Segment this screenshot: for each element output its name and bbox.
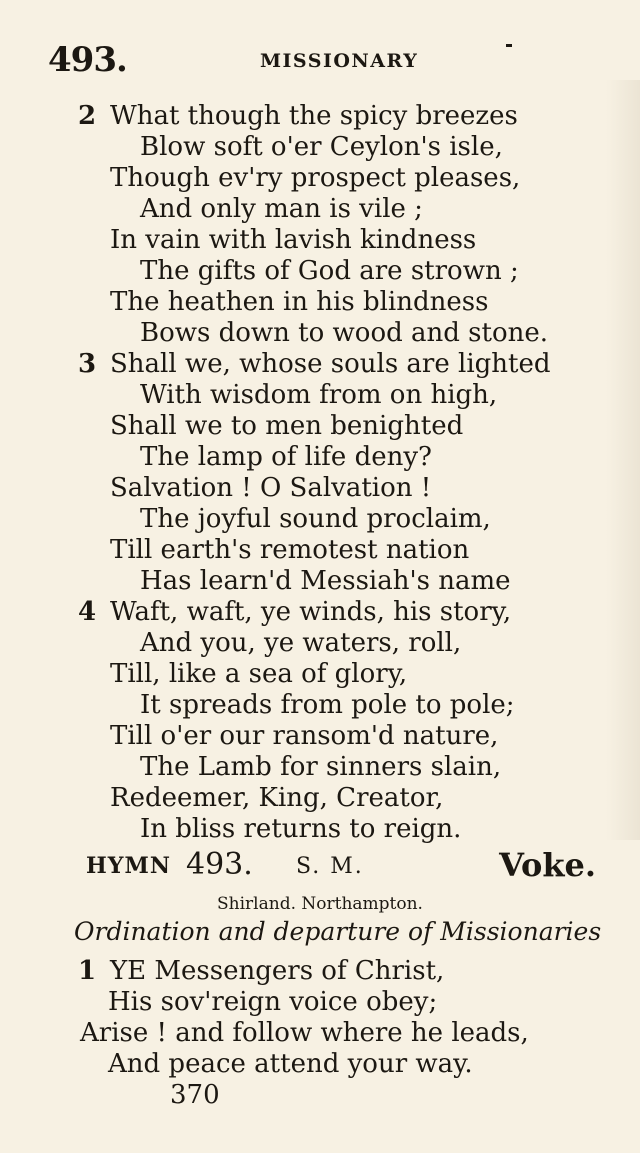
hymn-stanza-number-1: 1 [78, 956, 97, 986]
hymn-line-2: His sov'reign voice obey; [108, 987, 438, 1017]
stanza-2-line-2: Blow soft o'er Ceylon's isle, [140, 132, 503, 162]
stanza-4-line-2: And you, ye waters, roll, [140, 628, 462, 658]
section-title: MISSIONARY [260, 50, 419, 72]
stanza-3-line-7: Till earth's remotest nation [110, 535, 470, 565]
hymn-tune: Voke. [499, 846, 596, 884]
hymn-line-3: Arise ! and follow where he leads, [80, 1018, 529, 1048]
hymn-line-4: And peace attend your way. [108, 1049, 473, 1079]
stanza-3-line-6: The joyful sound proclaim, [140, 504, 491, 534]
stanza-2-line-4: And only man is vile ; [140, 194, 423, 224]
page-number: 370 [170, 1080, 220, 1110]
stanza-number-3: 3 [78, 349, 97, 379]
stanza-3-line-1: Shall we, whose souls are lighted [110, 349, 551, 379]
stanza-4-line-4: It spreads from pole to pole; [140, 690, 515, 720]
page-edge-shadow [606, 80, 640, 840]
stanza-3-line-8: Has learn'd Messiah's name [140, 566, 511, 596]
stanza-4-line-5: Till o'er our ransom'd nature, [110, 721, 499, 751]
stanza-2-line-8: Bows down to wood and stone. [140, 318, 549, 348]
running-head [48, 40, 608, 80]
hymn-number: 493. [186, 847, 253, 882]
hymn-subject: Ordination and departure of Missionaries [74, 917, 602, 946]
stanza-4-line-8: In bliss returns to reign. [140, 814, 462, 844]
hymn-label: HYMN [86, 853, 171, 879]
header-hymn-number: 493. [48, 40, 127, 80]
print-mark [506, 44, 512, 47]
stanza-2-line-5: In vain with lavish kindness [110, 225, 477, 255]
stanza-2-line-7: The heathen in his blindness [110, 287, 489, 317]
stanza-2-line-6: The gifts of God are strown ; [140, 256, 519, 286]
stanza-number-4: 4 [78, 597, 97, 627]
stanza-3-line-5: Salvation ! O Salvation ! [110, 473, 432, 503]
stanza-number-2: 2 [78, 101, 97, 131]
hymn-meter: S. M. [296, 854, 364, 879]
hymn-line-1: YE Messengers of Christ, [110, 956, 445, 986]
stanza-4-line-6: The Lamb for sinners slain, [140, 752, 502, 782]
stanza-4-line-1: Waft, waft, ye winds, his story, [110, 597, 512, 627]
stanza-4-line-3: Till, like a sea of glory, [110, 659, 408, 689]
stanza-3-line-2: With wisdom from on high, [140, 380, 498, 410]
stanza-2-line-3: Though ev'ry prospect pleases, [110, 163, 521, 193]
hymn-heading [86, 848, 596, 884]
stanza-3-line-3: Shall we to men benighted [110, 411, 464, 441]
stanza-2-line-1: What though the spicy breezes [110, 101, 518, 131]
stanza-3-line-4: The lamp of life deny? [140, 442, 432, 472]
alternate-tunes: Shirland. Northampton. [217, 894, 423, 914]
stanza-4-line-7: Redeemer, King, Creator, [110, 783, 444, 813]
